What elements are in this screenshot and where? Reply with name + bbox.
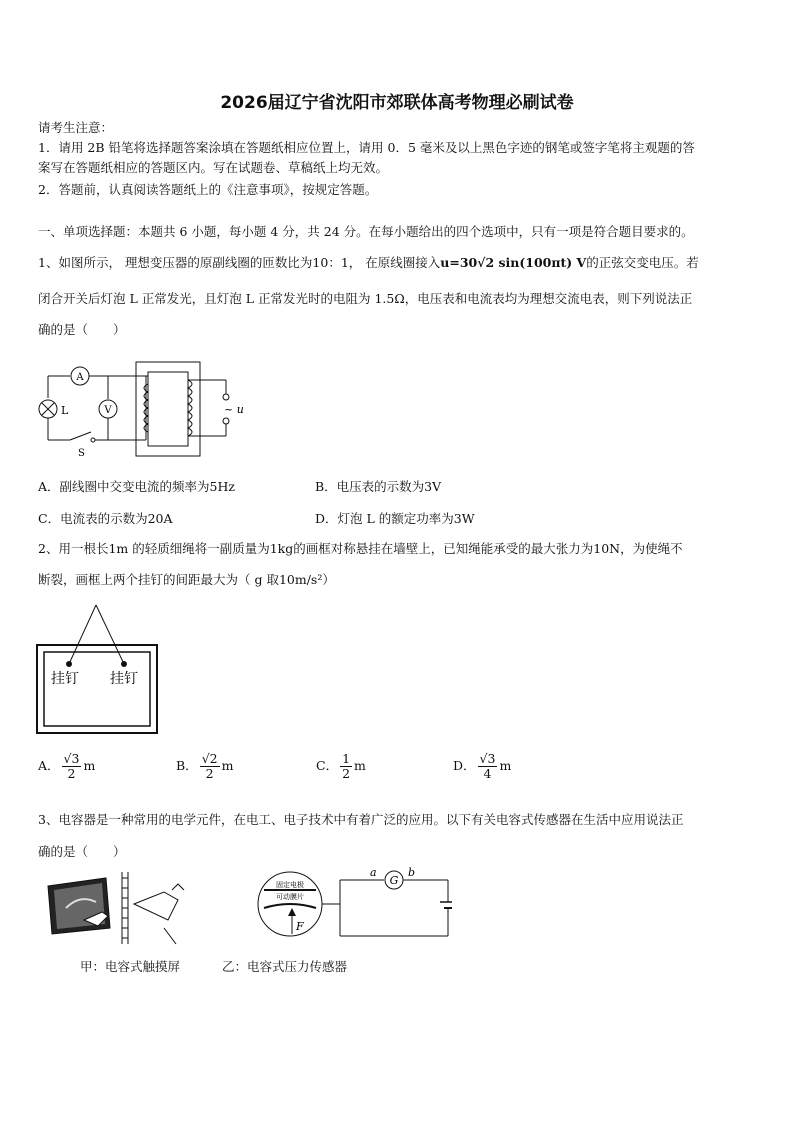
switch-label: S (78, 448, 85, 459)
touchscreen-figure (44, 868, 194, 948)
q3-stem-line1: 3、电容器是一种常用的电学元件，在电工、电子技术中有着广泛的应用。以下有关电容式传感器在生活中应用说法正 (38, 812, 684, 827)
transformer-circuit-diagram (36, 358, 256, 463)
q2-option-b[interactable] (176, 752, 233, 781)
source-label: ~ u (224, 403, 244, 416)
galvanometer-label: G (389, 874, 399, 887)
voltmeter-label: V (104, 405, 112, 416)
q1-option-b[interactable]: B．电压表的示数为3V (315, 479, 442, 494)
notice-item-1a: 1．请用 2B 铅笔将选择题答案涂填在答题纸相应位置上，请用 0．5 毫米及以上黑色字迹的钢笔或签字笔将主观题的答 (38, 140, 695, 155)
movable-membrane-label: 可动膜片 (276, 893, 304, 901)
q2-option-a-label: A． (38, 758, 60, 773)
rope-left (69, 605, 96, 664)
q1-text-b: 的正弦交变电压。若 (586, 255, 699, 270)
switch-icon (70, 432, 91, 440)
q2-option-c-label: C． (316, 758, 339, 773)
lamp-label: L (61, 404, 69, 417)
q2-option-a-fraction (62, 752, 82, 781)
ammeter-label: A (76, 372, 84, 383)
notice-item-2: 2．答题前，认真阅读答题纸上的《注意事项》，按规定答题。 (38, 182, 378, 197)
q2-option-d-label: D． (453, 758, 476, 773)
exam-title: 2026届辽宁省沈阳市郊联体高考物理必刷试卷 (220, 93, 574, 113)
q3-stem-line2: 确的是（ ） (38, 844, 126, 859)
picture-frame-diagram (36, 600, 160, 736)
unit: m (354, 758, 366, 773)
frame-outer (37, 645, 157, 733)
q1-stem-line3: 确的是（ ） (38, 322, 126, 337)
frac-num: √2 (201, 751, 218, 766)
q1-text-a: 1、如图所示， 理想变压器的原副线圈的匝数比为10：1， 在原线圈接入 (38, 255, 441, 270)
q1-stem-line2: 闭合开关后灯泡 L 正常发光，且灯泡 L 正常发光时的电阻为 1.5Ω，电压表和电流表均为理想交流电表，则下列说法正 (38, 291, 693, 306)
q2-stem-line1: 2、用一根长1m 的轻质细绳将一副质量为1kg的画框对称悬挂在墙壁上，已知绳能承受的最大张力为10N，为使绳不 (38, 541, 683, 556)
rope-right (96, 605, 124, 664)
frac-num: √3 (479, 751, 496, 766)
notice-item-1b: 案写在答题纸相应的答题区内。写在试题卷、草稿纸上均无效。 (38, 160, 389, 175)
nail-left-label: 挂钉 (51, 671, 79, 687)
frame-inner (44, 652, 150, 726)
unit: m (221, 758, 234, 773)
unit: m (83, 758, 96, 773)
frac-num: 1 (342, 751, 351, 766)
q1-option-a[interactable]: A．副线圈中交变电流的频率为5Hz (38, 479, 235, 494)
pressure-sensor-figure (252, 866, 452, 946)
q2-option-d-fraction (478, 752, 498, 781)
frac-den: 2 (342, 766, 351, 781)
frac-den: 2 (205, 766, 214, 781)
q2-option-d[interactable] (453, 752, 511, 781)
terminal-a-label: a (370, 866, 377, 879)
q2-option-c-fraction (340, 752, 352, 781)
q2-option-c[interactable] (316, 752, 366, 781)
terminal-b-label: b (408, 866, 416, 879)
nail-right-label: 挂钉 (110, 671, 138, 687)
q1-option-d[interactable]: D．灯泡 L 的额定功率为3W (315, 511, 475, 526)
q2-option-b-label: B． (176, 758, 198, 773)
q2-stem-line2: 断裂，画框上两个挂钉的间距最大为（ g 取10m/s²） (38, 572, 335, 587)
frac-den: 4 (483, 766, 492, 781)
notice-heading: 请考生注意： (38, 120, 114, 135)
section-heading: 一、单项选择题：本题共 6 小题，每小题 4 分，共 24 分。在每小题给出的四个选项中，只有一项是符合题目要求的。 (38, 224, 694, 239)
nail-left-icon (66, 661, 72, 667)
q1-option-c[interactable]: C．电流表的示数为20A (38, 511, 173, 526)
q2-option-b-fraction (200, 752, 220, 781)
fig-a-caption: 甲：电容式触摸屏 (80, 959, 181, 974)
force-label: F (296, 920, 304, 933)
frac-num: √3 (63, 751, 80, 766)
q1-stem-line1 (38, 253, 758, 273)
fixed-electrode-label: 固定电极 (276, 881, 304, 889)
q2-option-a[interactable] (38, 752, 95, 781)
frac-den: 2 (67, 766, 76, 781)
nail-right-icon (121, 661, 127, 667)
q1-formula: u=30√2 sin(100πt) V (440, 255, 587, 270)
unit: m (499, 758, 512, 773)
fig-b-caption: 乙：电容式压力传感器 (222, 959, 348, 974)
